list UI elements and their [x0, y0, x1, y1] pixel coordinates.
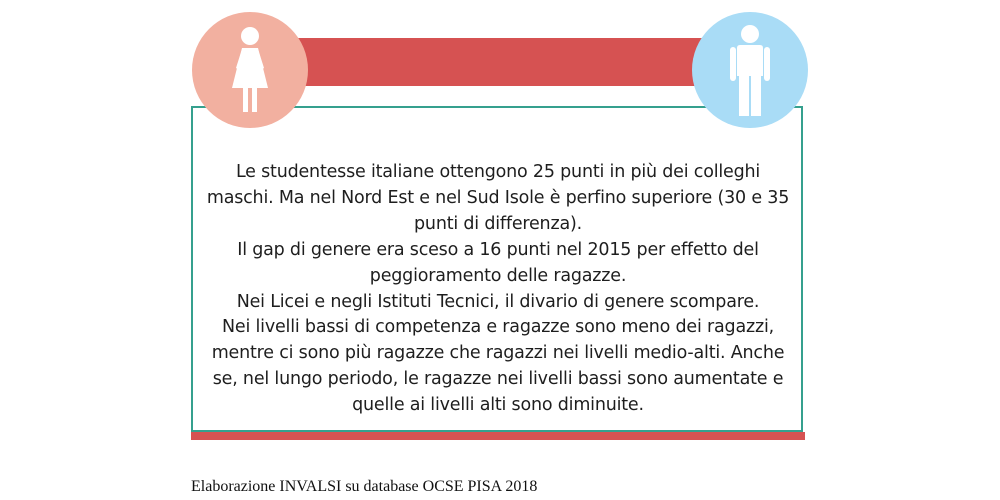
- card-text-line: quelle ai livelli alti sono diminuite.: [352, 395, 644, 416]
- card-body-text: [200, 160, 796, 419]
- female-circle: [192, 12, 308, 128]
- bottom-banner-bar: [191, 432, 805, 440]
- card-text-line: mentre ci sono più ragazze che ragazzi nei livelli medio-alti. Anche: [211, 343, 785, 364]
- card-text-line: maschi. Ma nel Nord Est e nel Sud Isole è perfino superiore (30 e 35: [206, 187, 790, 208]
- card-text-line: Il gap di genere era sceso a 16 punti nel 2015 per effetto del: [237, 239, 759, 260]
- card-text-line: punti di differenza).: [414, 213, 582, 234]
- card-text-line: peggioramento delle ragazze.: [369, 265, 627, 286]
- source-caption: Elaborazione INVALSI su database OCSE PISA 2018: [191, 478, 538, 495]
- card-text-line: se, nel lungo periodo, le ragazze nei livelli bassi sono aumentate e: [212, 369, 784, 390]
- card-text-line: Nei livelli bassi di competenza e ragazze sono meno dei ragazzi,: [222, 317, 774, 338]
- top-banner-bar: [270, 38, 730, 86]
- male-figure-icon: [692, 12, 808, 128]
- card-text-line: Le studentesse italiane ottengono 25 punti in più dei colleghi: [235, 162, 761, 182]
- female-figure-icon: [192, 12, 308, 128]
- male-circle: [692, 12, 808, 128]
- card-text-line: Nei Licei e negli Istituti Tecnici, il divario di genere scompare.: [236, 291, 760, 312]
